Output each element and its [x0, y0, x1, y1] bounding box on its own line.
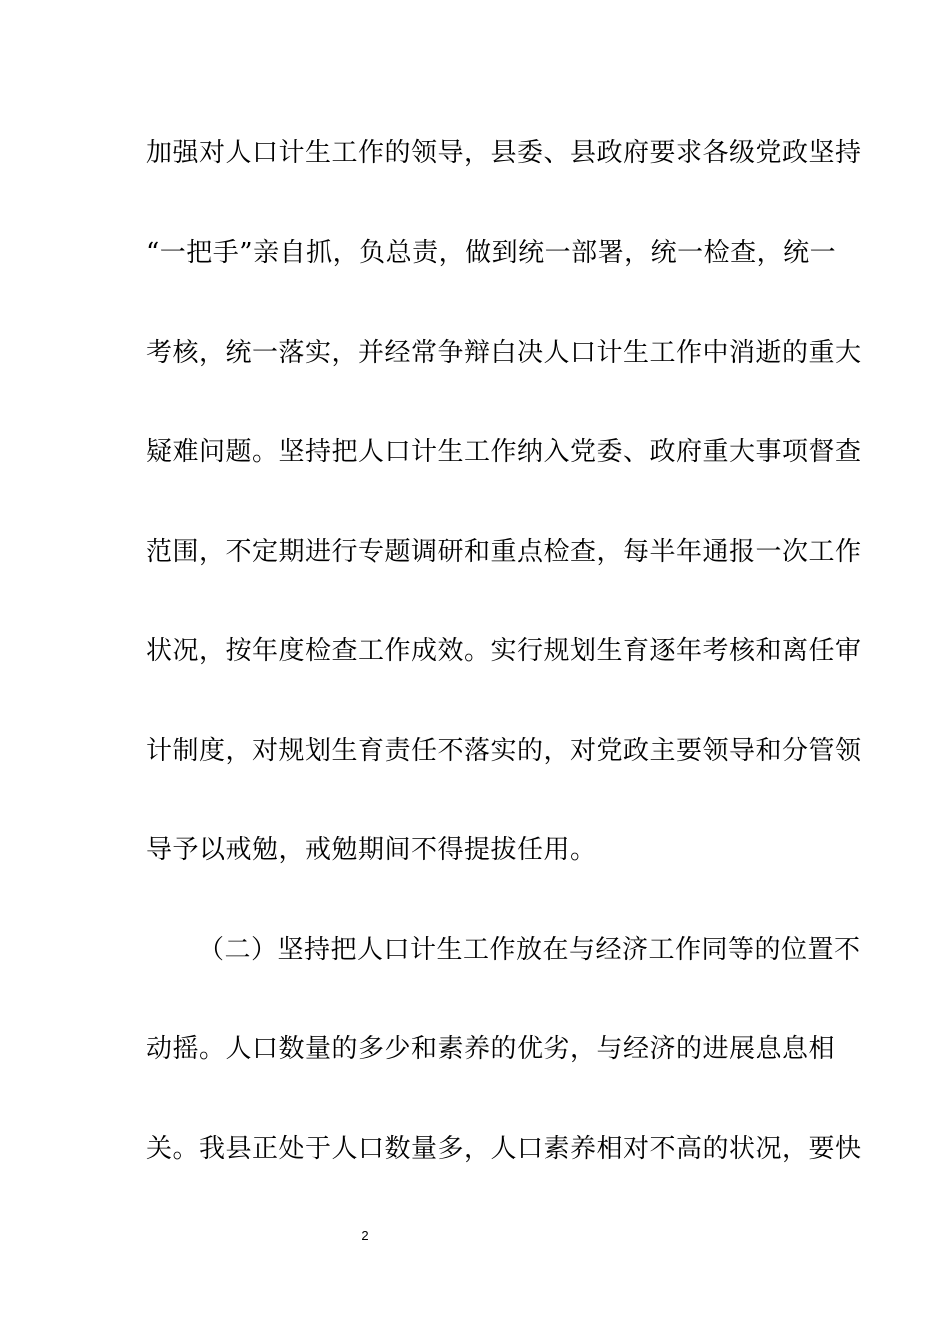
paragraph-line: （二）坚持把人口计生工作放在与经济工作同等的位置不 [198, 935, 861, 965]
page-number: 2 [361, 1228, 369, 1243]
paragraph-line: 动摇。人口数量的多少和素养的优劣，与经济的进展息息相 [146, 1034, 836, 1064]
paragraph-line: 范围，不定期进行专题调研和重点检查，每半年通报一次工作 [146, 537, 862, 567]
paragraph-line: 导予以戒勉，戒勉期间不得提拔任用。 [146, 835, 597, 865]
paragraph-line: 加强对人口计生工作的领导，县委、县政府要求各级党政坚持 [146, 138, 862, 168]
paragraph-line: 疑难问题。坚持把人口计生工作纳入党委、政府重大事项督查 [146, 437, 862, 467]
paragraph-line: 关。我县正处于人口数量多，人口素养相对不高的状况，要快 [146, 1134, 862, 1164]
paragraph-line: 计制度，对规划生育责任不落实的，对党政主要领导和分管领 [146, 736, 862, 766]
paragraph-line: “一把手”亲自抓，负总责，做到统一部署，统一检查，统一 [146, 238, 837, 268]
paragraph-line: 状况，按年度检查工作成效。实行规划生育逐年考核和离任审 [146, 636, 862, 666]
paragraph-line: 考核，统一落实，并经常争辩白决人口计生工作中消逝的重大 [146, 338, 862, 368]
